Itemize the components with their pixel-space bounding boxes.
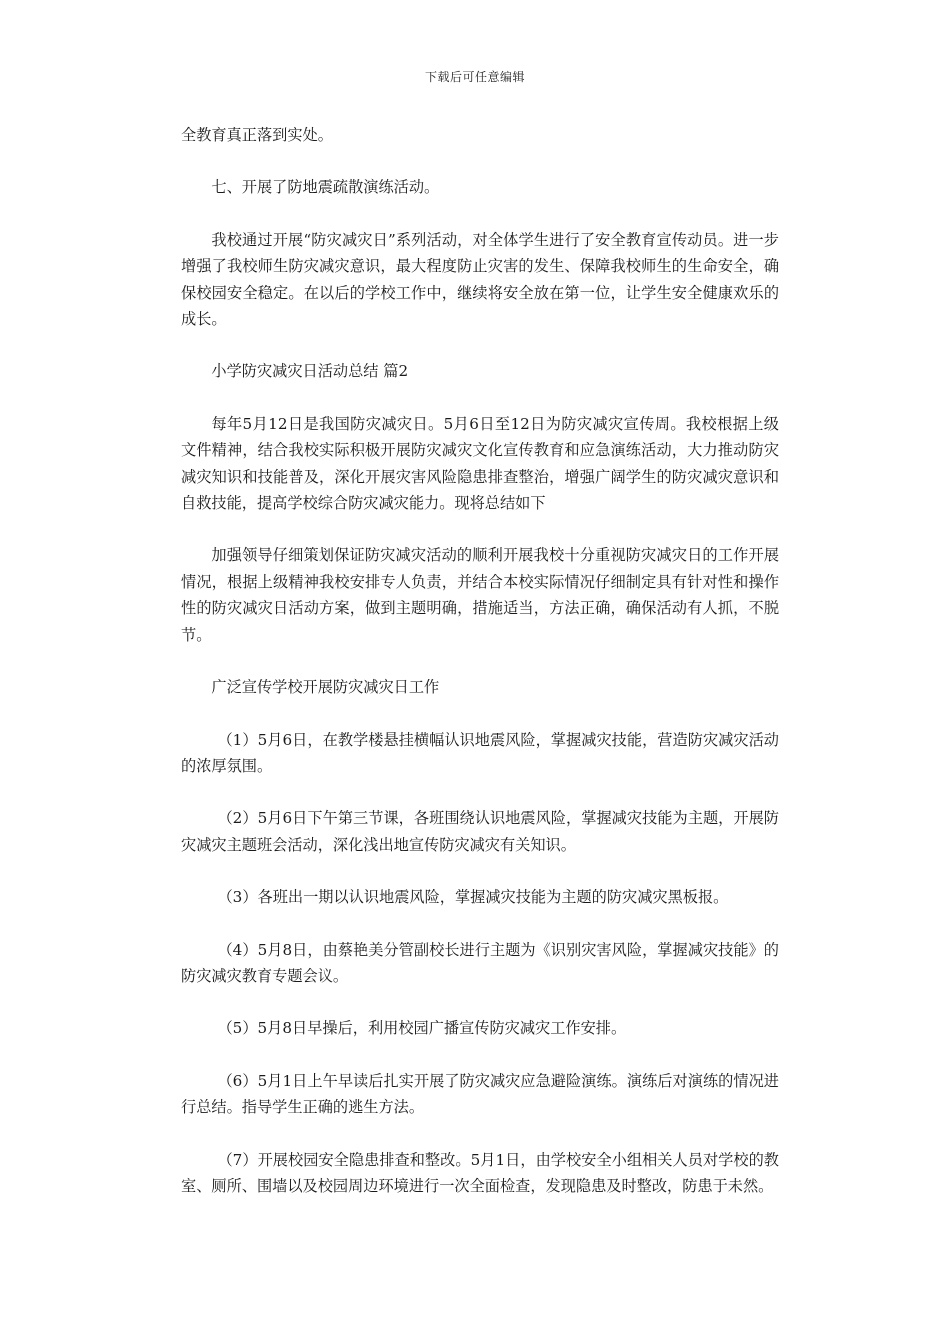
paragraph-leadership: 加强领导仔细策划保证防灾减灾活动的顺利开展我校十分重视防灾减灾日的工作开展情况，根据上级精神我校安排专人负责，并结合本校实际情况仔细制定具有针对性和操作性的防灾减灾日活动方案，做到主题明确，措施适当，方法正确，确保活动有人抓，不脱节。 xyxy=(181,546,779,644)
document-body xyxy=(181,122,779,1225)
list-item-3: （3）各班出一期以认识地震风险，掌握减灾技能为主题的防灾减灾黑板报。 xyxy=(217,888,729,907)
section-heading-seven: 七、开展了防地震疏散演练活动。 xyxy=(211,178,440,197)
list-item-5: （5）5月8日早操后，利用校园广播宣传防灾减灾工作安排。 xyxy=(217,1019,627,1038)
list-item-2: （2）5月6日下午第三节课，各班围绕认识地震风险，掌握减灾技能为主题，开展防灾减灾主题班会活动，深化浅出地宣传防灾减灾有关知识。 xyxy=(181,809,779,854)
list-item-7: （7）开展校园安全隐患排查和整改。5月1日，由学校安全小组相关人员对学校的教室、厕所、围墙以及校园周边环境进行一次全面检查，发现隐患及时整改，防患于未然。 xyxy=(181,1150,779,1195)
article-title-part-2: 小学防灾减灾日活动总结 篇2 xyxy=(211,362,409,381)
paragraph-intro: 每年5月12日是我国防灾减灾日。5月6日至12日为防灾减灾宣传周。我校根据上级文件精神，结合我校实际积极开展防灾减灾文化宣传教育和应急演练活动，大力推动防灾减灾知识和技能普及，深化开展灾害风险隐患排查整治，增强广阔学生的防灾减灾意识和自救技能，提高学校综合防灾减灾能力。现将总结如下 xyxy=(181,414,779,513)
page-header: 下载后可任意编辑 xyxy=(424,70,525,84)
paragraph-summary: 我校通过开展“防灾减灾日”系列活动，对全体学生进行了安全教育宣传动员。进一步增强了我校师生防灾减灾意识，最大程度防止灾害的发生、保障我校师生的生命安全，确保校园安全稳定。在以后的学校工作中，继续将安全放在第一位，让学生安全健康欢乐的成长。 xyxy=(181,230,779,329)
section-heading-publicity: 广泛宣传学校开展防灾减灾日工作 xyxy=(211,678,440,697)
paragraph-continuation: 全教育真正落到实处。 xyxy=(181,126,333,144)
list-item-4: （4）5月8日，由蔡艳美分管副校长进行主题为《识别灾害风险，掌握减灾技能》的防灾减灾教育专题会议。 xyxy=(181,940,779,985)
list-item-6: （6）5月1日上午早读后扎实开展了防灾减灾应急避险演练。演练后对演练的情况进行总结。指导学生正确的逃生方法。 xyxy=(181,1071,779,1117)
list-item-1: （1）5月6日，在教学楼悬挂横幅认识地震风险，掌握减灾技能，营造防灾减灾活动的浓厚氛围。 xyxy=(181,730,779,775)
